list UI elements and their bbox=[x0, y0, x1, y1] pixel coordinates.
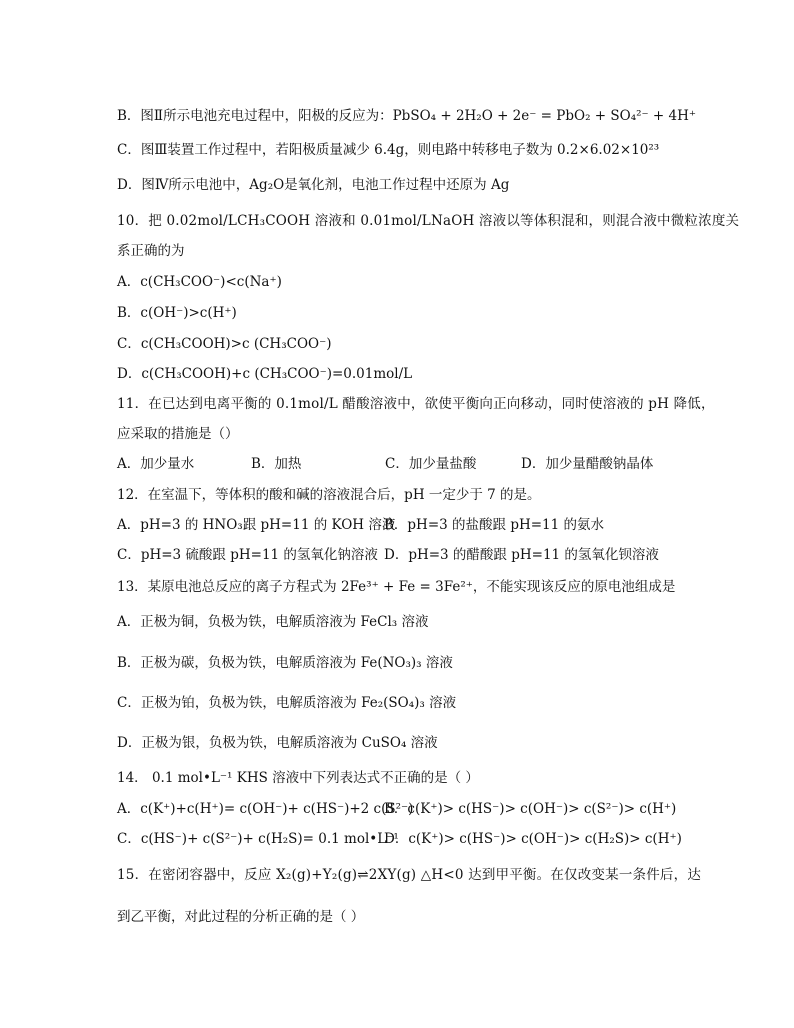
q11-option-a: A．加少量水 bbox=[117, 456, 195, 472]
q12-option-d: D．pH=3 的醋酸跟 pH=11 的氢氧化钡溶液 bbox=[384, 547, 659, 563]
q12-option-b: B．pH=3 的盐酸跟 pH=11 的氨水 bbox=[384, 517, 605, 533]
q11-stem-line2: 应采取的措施是（） bbox=[117, 426, 239, 442]
q9-option-b: B．图Ⅱ所示电池充电过程中，阳极的反应为：PbSO₄ + 2H₂O + 2e⁻ = PbO₂ + SO₄²⁻ + 4H⁺ bbox=[117, 108, 697, 124]
q13-option-a: A．正极为铜，负极为铁，电解质溶液为 FeCl₃ 溶液 bbox=[117, 614, 429, 630]
q13-option-c: C．正极为铂，负极为铁，电解质溶液为 Fe₂(SO₄)₃ 溶液 bbox=[117, 695, 457, 711]
q15-stem-line1: 15．在密闭容器中，反应 X₂(g)+Y₂(g)⇌2XY(g) △H<0 达到甲平衡。在仅改变某一条件后，达 bbox=[117, 867, 702, 883]
q9-option-c: C．图Ⅲ装置工作过程中，若阳极质量减少 6.4g，则电路中转移电子数为 0.2×6.02×10²³ bbox=[117, 142, 660, 158]
q15-stem-line2: 到乙平衡，对此过程的分析正确的是（ ） bbox=[117, 909, 365, 925]
q10-stem-line2: 系正确的为 bbox=[117, 243, 185, 259]
q10-option-d: D．c(CH₃COOH)+c (CH₃COO⁻)=0.01mol/L bbox=[117, 366, 413, 382]
q10-option-a: A．c(CH₃COO⁻)<c(Na⁺) bbox=[117, 274, 282, 290]
q11-option-d: D．加少量醋酸钠晶体 bbox=[521, 456, 654, 472]
q10-option-b: B．c(OH⁻)>c(H⁺) bbox=[117, 305, 237, 321]
q14-option-d: D．c(K⁺)> c(HS⁻)> c(OH⁻)> c(H₂S)> c(H⁺) bbox=[384, 831, 682, 847]
q14-option-b: B．c(K⁺)> c(HS⁻)> c(OH⁻)> c(S²⁻)> c(H⁺) bbox=[384, 801, 677, 817]
q12-option-a: A．pH=3 的 HNO₃跟 pH=11 的 KOH 溶液 bbox=[117, 517, 396, 533]
q11-stem-line1: 11．在已达到电离平衡的 0.1mol/L 醋酸溶液中，欲使平衡向正向移动，同时使溶液的 pH 降低， bbox=[117, 396, 715, 412]
q9-option-d: D．图Ⅳ所示电池中，Ag₂O是氧化剂，电池工作过程中还原为 Ag bbox=[117, 177, 510, 193]
q10-option-c: C．c(CH₃COOH)>c (CH₃COO⁻) bbox=[117, 336, 332, 352]
q10-stem-line1: 10．把 0.02mol/LCH₃COOH 溶液和 0.01mol/LNaOH 溶液以等体积混和，则混合液中微粒浓度关 bbox=[117, 213, 740, 229]
q12-stem: 12．在室温下，等体积的酸和碱的溶液混合后，pH 一定少于 7 的是。 bbox=[117, 487, 541, 503]
q13-stem: 13．某原电池总反应的离子方程式为 2Fe³⁺ + Fe = 3Fe²⁺，不能实现该反应的原电池组成是 bbox=[117, 579, 676, 595]
q13-option-d: D．正极为银，负极为铁，电解质溶液为 CuSO₄ 溶液 bbox=[117, 735, 438, 751]
q11-option-c: C．加少量盐酸 bbox=[385, 456, 477, 472]
q11-option-b: B．加热 bbox=[251, 456, 302, 472]
q12-option-c: C．pH=3 硫酸跟 pH=11 的氢氧化钠溶液 bbox=[117, 547, 378, 563]
q14-stem: 14． 0.1 mol•L⁻¹ KHS 溶液中下列表达式不正确的是（ ） bbox=[117, 770, 479, 786]
q13-option-b: B．正极为碳，负极为铁，电解质溶液为 Fe(NO₃)₃ 溶液 bbox=[117, 655, 453, 671]
q14-option-a: A．c(K⁺)+c(H⁺)= c(OH⁻)+ c(HS⁻)+2 c(S²⁻) bbox=[117, 801, 414, 817]
q14-option-c: C．c(HS⁻)+ c(S²⁻)+ c(H₂S)= 0.1 mol•L⁻¹ bbox=[117, 831, 399, 847]
